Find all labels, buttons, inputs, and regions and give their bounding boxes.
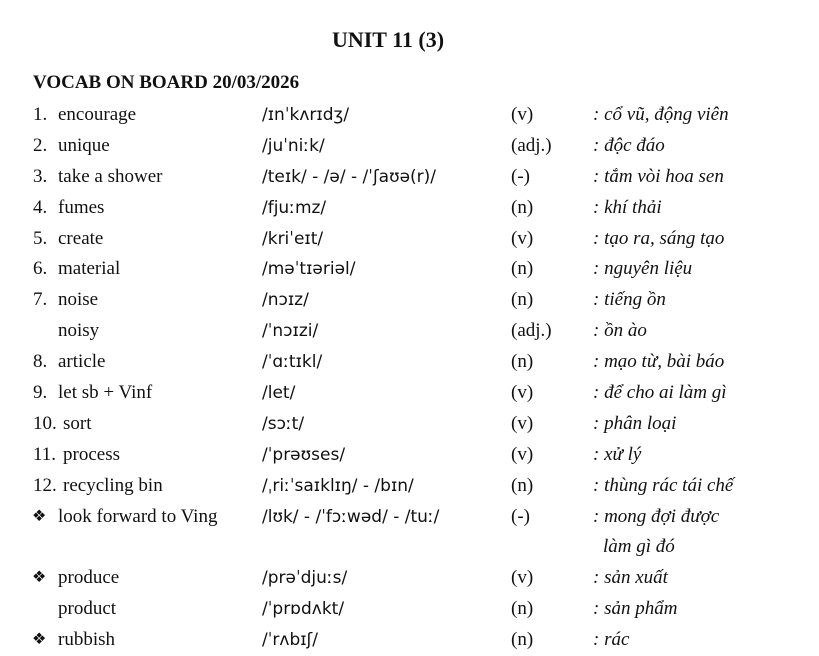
vocab-row <box>0 316 819 347</box>
vocab-meaning: : độc đáo <box>593 134 665 156</box>
vocab-row <box>0 594 819 625</box>
entry-number: 8. <box>33 351 48 373</box>
vocab-part-of-speech: (-) <box>511 165 530 187</box>
vocab-ipa: /ˌriːˈsaɪklɪŋ/ - /bɪn/ <box>262 475 414 496</box>
vocab-part-of-speech: (n) <box>511 351 534 373</box>
vocab-row <box>0 625 819 656</box>
entry-number: 6. <box>33 258 48 280</box>
bullet-icon: ❖ <box>32 507 47 525</box>
vocab-row <box>0 254 819 285</box>
entry-number: 7. <box>33 289 48 311</box>
vocab-word: product <box>58 598 117 620</box>
vocab-word: process <box>63 443 120 465</box>
entry-number: 5. <box>33 227 48 249</box>
vocab-meaning: : sản phẩm <box>593 598 678 620</box>
vocab-part-of-speech: (adj.) <box>511 320 552 342</box>
vocab-ipa: /ˈprəʊses/ <box>262 444 346 465</box>
vocab-part-of-speech: (v) <box>511 227 534 249</box>
vocab-meaning: : xử lý <box>593 443 642 465</box>
vocab-ipa: /juˈniːk/ <box>262 135 325 156</box>
entry-number: 3. <box>33 165 48 187</box>
vocab-ipa: /ˈnɔɪzi/ <box>262 321 319 342</box>
vocab-meaning: : tắm vòi hoa sen <box>593 165 724 187</box>
vocab-part-of-speech: (v) <box>511 382 534 404</box>
vocab-part-of-speech: (adj.) <box>511 134 552 156</box>
vocab-row <box>0 502 819 564</box>
vocab-row <box>0 193 819 224</box>
vocab-ipa: /let/ <box>262 383 296 404</box>
vocab-word: unique <box>58 134 110 156</box>
vocab-word: noise <box>58 289 99 311</box>
vocab-row <box>0 285 819 316</box>
vocab-part-of-speech: (n) <box>511 598 534 620</box>
vocab-ipa: /lʊk/ - /ˈfɔːwəd/ - /tuː/ <box>262 506 440 527</box>
entry-number: 2. <box>33 134 48 156</box>
vocab-row <box>0 131 819 162</box>
vocab-part-of-speech: (n) <box>511 258 534 280</box>
bullet-icon: ❖ <box>32 631 47 649</box>
vocab-meaning: : thùng rác tái chế <box>593 474 734 496</box>
entry-number: 4. <box>33 196 48 218</box>
vocab-word: take a shower <box>58 165 163 187</box>
vocab-word: material <box>58 258 121 280</box>
vocab-meaning: : ồn ào <box>593 320 647 342</box>
entry-number: 9. <box>33 382 48 404</box>
vocab-meaning: : để cho ai làm gì <box>593 382 727 404</box>
vocab-row <box>0 378 819 409</box>
vocab-meaning: : nguyên liệu <box>593 258 693 280</box>
vocab-row <box>0 100 819 131</box>
vocab-word: produce <box>58 567 120 589</box>
vocab-part-of-speech: (n) <box>511 474 534 496</box>
vocab-meaning: : khí thải <box>593 196 662 218</box>
vocab-ipa: /sɔːt/ <box>262 413 305 434</box>
vocab-ipa: /nɔɪz/ <box>262 290 309 311</box>
vocab-word: let sb + Vinf <box>58 382 153 404</box>
vocab-word: noisy <box>58 320 100 342</box>
vocab-word: look forward to Ving <box>58 505 218 527</box>
vocab-ipa: /məˈtɪəriəl/ <box>262 259 356 280</box>
vocab-part-of-speech: (-) <box>511 505 530 527</box>
vocab-meaning-continued: làm gì đó <box>603 536 675 558</box>
vocab-part-of-speech: (v) <box>511 104 534 125</box>
vocab-word: recycling bin <box>63 474 163 496</box>
vocab-meaning: : tạo ra, sáng tạo <box>593 227 725 249</box>
vocab-ipa: /prəˈdjuːs/ <box>262 568 348 589</box>
vocab-meaning: : phân loại <box>593 412 677 434</box>
vocab-meaning: : rác <box>593 629 630 651</box>
vocab-part-of-speech: (n) <box>511 629 534 651</box>
vocab-meaning: : mạo từ, bài báo <box>593 351 725 373</box>
vocab-row <box>0 409 819 440</box>
entry-number: 10. <box>33 412 57 434</box>
vocab-word: create <box>58 227 104 249</box>
vocab-ipa: /ˈɑːtɪkl/ <box>262 352 323 373</box>
vocab-row <box>0 347 819 378</box>
vocab-row <box>0 224 819 255</box>
vocab-word: rubbish <box>58 629 115 651</box>
vocab-part-of-speech: (v) <box>511 567 534 589</box>
entry-number: 11. <box>33 443 57 465</box>
vocab-list <box>0 100 819 656</box>
vocab-word: encourage <box>58 104 137 125</box>
section-title: VOCAB ON BOARD 20/03/2026 <box>33 72 300 93</box>
vocab-ipa: /ˈprɒdʌkt/ <box>262 599 345 620</box>
vocab-meaning: : sản xuất <box>593 567 668 589</box>
vocab-meaning: : cổ vũ, động viên <box>593 104 729 125</box>
bullet-icon: ❖ <box>32 569 47 587</box>
vocab-row <box>0 162 819 193</box>
vocab-part-of-speech: (n) <box>511 196 534 218</box>
vocab-row <box>0 471 819 502</box>
page-title: UNIT 11 (3) <box>331 27 445 52</box>
vocab-row <box>0 440 819 471</box>
vocab-ipa: /ˈrʌbɪʃ/ <box>262 630 318 651</box>
entry-number: 12. <box>33 474 57 496</box>
vocab-word: article <box>58 351 106 373</box>
vocab-part-of-speech: (v) <box>511 412 534 434</box>
vocab-row <box>0 563 819 594</box>
vocab-meaning: : tiếng ồn <box>593 289 666 311</box>
entry-number: 1. <box>33 104 48 125</box>
vocab-ipa: /ɪnˈkʌrɪdʒ/ <box>262 105 350 125</box>
vocab-ipa: /kriˈeɪt/ <box>262 228 324 249</box>
vocab-ipa: /teɪk/ - /ə/ - /ˈʃaʊə(r)/ <box>262 166 437 187</box>
vocab-part-of-speech: (n) <box>511 289 534 311</box>
vocab-word: fumes <box>58 196 105 218</box>
vocab-meaning: : mong đợi được <box>593 505 720 527</box>
vocab-ipa: /fjuːmz/ <box>262 197 327 218</box>
vocab-part-of-speech: (v) <box>511 443 534 465</box>
vocab-word: sort <box>63 412 92 434</box>
